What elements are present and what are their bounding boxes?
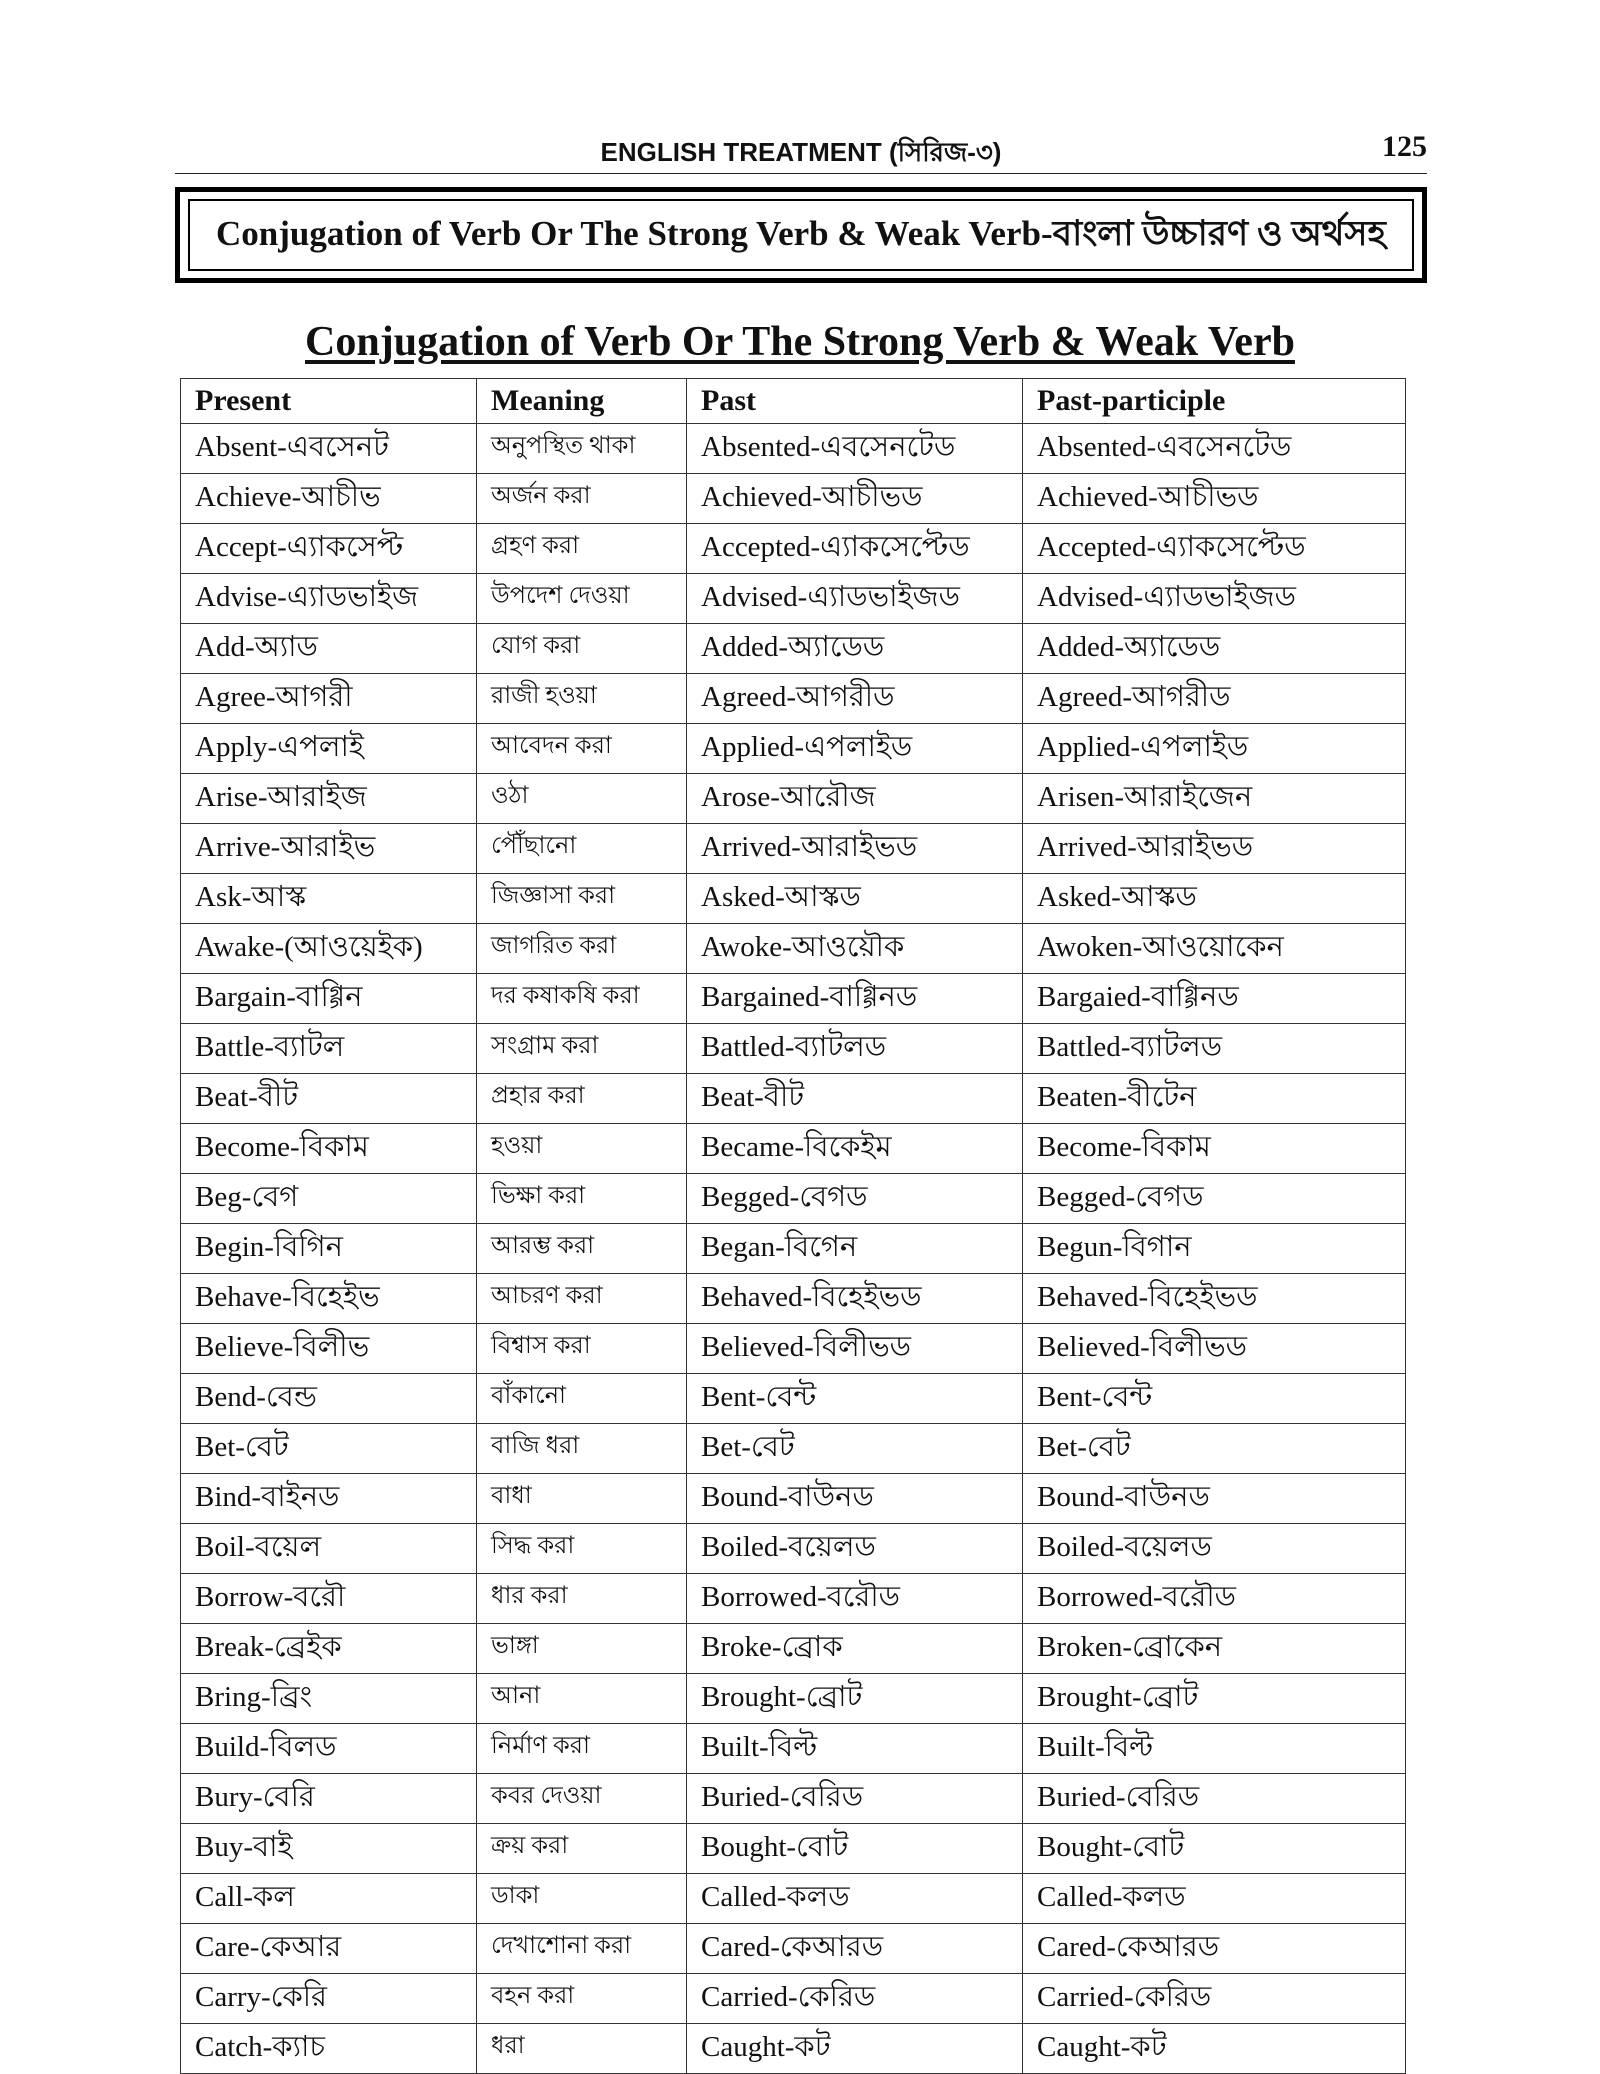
present-cell: Bury-বেরি <box>181 1774 477 1824</box>
past-participle-cell: Added-অ্যাডেড <box>1023 624 1406 674</box>
column-header-meaning: Meaning <box>477 379 687 424</box>
table-row <box>181 624 1406 674</box>
table-row <box>181 1324 1406 1374</box>
past-cell: Borrowed-বরৌড <box>687 1574 1023 1624</box>
present-cell: Beg-বেগ <box>181 1174 477 1224</box>
table-row <box>181 1124 1406 1174</box>
table-header-row <box>181 379 1406 424</box>
present-cell: Build-বিলড <box>181 1724 477 1774</box>
past-participle-cell: Bound-বাউনড <box>1023 1474 1406 1524</box>
table-row <box>181 1774 1406 1824</box>
present-cell: Catch-ক্যাচ <box>181 2024 477 2074</box>
past-participle-cell: Absented-এবসেনটেড <box>1023 424 1406 474</box>
past-cell: Bent-বেন্ট <box>687 1374 1023 1424</box>
table-row <box>181 724 1406 774</box>
meaning-cell: বাধা <box>477 1474 687 1524</box>
table-row <box>181 424 1406 474</box>
past-participle-cell: Achieved-আচীভড <box>1023 474 1406 524</box>
table-row <box>181 524 1406 574</box>
table-row <box>181 1924 1406 1974</box>
past-cell: Applied-এপলাইড <box>687 724 1023 774</box>
past-participle-cell: Cared-কেআরড <box>1023 1924 1406 1974</box>
past-participle-cell: Borrowed-বরৌড <box>1023 1574 1406 1624</box>
table-row <box>181 1824 1406 1874</box>
table-row <box>181 674 1406 724</box>
present-cell: Boil-বয়েল <box>181 1524 477 1574</box>
meaning-cell: ভাঙ্গা <box>477 1624 687 1674</box>
present-cell: Care-কেআর <box>181 1924 477 1974</box>
past-cell: Broke-ব্রোক <box>687 1624 1023 1674</box>
column-header-past-participle: Past-participle <box>1023 379 1406 424</box>
present-cell: Bargain-বাগ্গিন <box>181 974 477 1024</box>
past-participle-cell: Arisen-আরাইজেন <box>1023 774 1406 824</box>
table-body <box>181 424 1406 2074</box>
past-cell: Behaved-বিহেইভড <box>687 1274 1023 1324</box>
title-banner <box>175 187 1427 283</box>
meaning-cell: সিদ্ধ করা <box>477 1524 687 1574</box>
column-header-past: Past <box>687 379 1023 424</box>
present-cell: Believe-বিলীভ <box>181 1324 477 1374</box>
table-row <box>181 1424 1406 1474</box>
past-cell: Begged-বেগড <box>687 1174 1023 1224</box>
table-row <box>181 2024 1406 2074</box>
past-cell: Battled-ব্যাটলড <box>687 1024 1023 1074</box>
present-cell: Borrow-বরৌ <box>181 1574 477 1624</box>
past-participle-cell: Called-কলড <box>1023 1874 1406 1924</box>
past-participle-cell: Carried-কেরিড <box>1023 1974 1406 2024</box>
header-divider <box>175 173 1427 174</box>
present-cell: Bet-বেট <box>181 1424 477 1474</box>
past-participle-cell: Believed-বিলীভড <box>1023 1324 1406 1374</box>
present-cell: Break-ব্রেইক <box>181 1624 477 1674</box>
past-cell: Beat-বীট <box>687 1074 1023 1124</box>
past-cell: Caught-কট <box>687 2024 1023 2074</box>
past-participle-cell: Built-বিল্ট <box>1023 1724 1406 1774</box>
past-cell: Bargained-বাগ্গিনড <box>687 974 1023 1024</box>
present-cell: Arise-আরাইজ <box>181 774 477 824</box>
past-cell: Arose-আরৌজ <box>687 774 1023 824</box>
meaning-cell: হওয়া <box>477 1124 687 1174</box>
meaning-cell: উপদেশ দেওয়া <box>477 574 687 624</box>
past-cell: Achieved-আচীভড <box>687 474 1023 524</box>
past-participle-cell: Bet-বেট <box>1023 1424 1406 1474</box>
past-cell: Asked-আস্কড <box>687 874 1023 924</box>
past-participle-cell: Awoken-আওয়োকেন <box>1023 924 1406 974</box>
table-row <box>181 1274 1406 1324</box>
header-title: ENGLISH TREATMENT (সিরিজ-৩) <box>600 137 1002 167</box>
meaning-cell: আরম্ভ করা <box>477 1224 687 1274</box>
table-row <box>181 1524 1406 1574</box>
past-participle-cell: Beaten-বীটেন <box>1023 1074 1406 1124</box>
present-cell: Beat-বীট <box>181 1074 477 1124</box>
table-row <box>181 1874 1406 1924</box>
past-participle-cell: Asked-আস্কড <box>1023 874 1406 924</box>
meaning-cell: ধার করা <box>477 1574 687 1624</box>
past-participle-cell: Broken-ব্রোকেন <box>1023 1624 1406 1674</box>
present-cell: Bind-বাইনড <box>181 1474 477 1524</box>
past-participle-cell: Begun-বিগান <box>1023 1224 1406 1274</box>
meaning-cell: রাজী হওয়া <box>477 674 687 724</box>
past-cell: Boiled-বয়েলড <box>687 1524 1023 1574</box>
table-row <box>181 474 1406 524</box>
past-cell: Brought-ব্রোট <box>687 1674 1023 1724</box>
meaning-cell: ধরা <box>477 2024 687 2074</box>
meaning-cell: অনুপস্থিত থাকা <box>477 424 687 474</box>
past-cell: Agreed-আগরীড <box>687 674 1023 724</box>
present-cell: Carry-কেরি <box>181 1974 477 2024</box>
past-cell: Bet-বেট <box>687 1424 1023 1474</box>
meaning-cell: ক্রয় করা <box>477 1824 687 1874</box>
past-cell: Carried-কেরিড <box>687 1974 1023 2024</box>
meaning-cell: পৌঁছানো <box>477 824 687 874</box>
past-participle-cell: Bargaied-বাগ্গিনড <box>1023 974 1406 1024</box>
past-cell: Called-কলড <box>687 1874 1023 1924</box>
past-cell: Advised-এ্যাডভাইজড <box>687 574 1023 624</box>
meaning-cell: সংগ্রাম করা <box>477 1024 687 1074</box>
present-cell: Awake-(আওয়েইক) <box>181 924 477 974</box>
present-cell: Bring-ব্রিং <box>181 1674 477 1724</box>
meaning-cell: আবেদন করা <box>477 724 687 774</box>
present-cell: Bend-বেন্ড <box>181 1374 477 1424</box>
page-number: 125 <box>1382 130 1427 163</box>
table-row <box>181 1674 1406 1724</box>
past-cell: Awoke-আওয়ৌক <box>687 924 1023 974</box>
meaning-cell: ভিক্ষা করা <box>477 1174 687 1224</box>
table-row <box>181 1574 1406 1624</box>
meaning-cell: ওঠা <box>477 774 687 824</box>
present-cell: Call-কল <box>181 1874 477 1924</box>
table-row <box>181 1374 1406 1424</box>
table-row <box>181 874 1406 924</box>
past-participle-cell: Caught-কট <box>1023 2024 1406 2074</box>
main-title: Conjugation of Verb Or The Strong Verb & Weak Verb <box>305 319 1295 365</box>
past-cell: Buried-বেরিড <box>687 1774 1023 1824</box>
past-cell: Arrived-আরাইভড <box>687 824 1023 874</box>
table-row <box>181 1474 1406 1524</box>
table-row <box>181 774 1406 824</box>
present-cell: Begin-বিগিন <box>181 1224 477 1274</box>
past-participle-cell: Bought-বোট <box>1023 1824 1406 1874</box>
past-cell: Built-বিল্ট <box>687 1724 1023 1774</box>
present-cell: Buy-বাই <box>181 1824 477 1874</box>
meaning-cell: যোগ করা <box>477 624 687 674</box>
past-cell: Believed-বিলীভড <box>687 1324 1023 1374</box>
present-cell: Become-বিকাম <box>181 1124 477 1174</box>
past-participle-cell: Bent-বেন্ট <box>1023 1374 1406 1424</box>
past-cell: Absented-এবসেনটেড <box>687 424 1023 474</box>
table-row <box>181 1224 1406 1274</box>
past-participle-cell: Begged-বেগড <box>1023 1174 1406 1224</box>
table-row <box>181 1174 1406 1224</box>
meaning-cell: কবর দেওয়া <box>477 1774 687 1824</box>
page-header <box>175 128 1427 170</box>
present-cell: Achieve-আচীভ <box>181 474 477 524</box>
past-cell: Cared-কেআরড <box>687 1924 1023 1974</box>
table-row <box>181 974 1406 1024</box>
past-participle-cell: Arrived-আরাইভড <box>1023 824 1406 874</box>
present-cell: Advise-এ্যাডভাইজ <box>181 574 477 624</box>
column-header-present: Present <box>181 379 477 424</box>
past-cell: Added-অ্যাডেড <box>687 624 1023 674</box>
meaning-cell: আচরণ করা <box>477 1274 687 1324</box>
table-row <box>181 1024 1406 1074</box>
meaning-cell: জিজ্ঞাসা করা <box>477 874 687 924</box>
past-participle-cell: Advised-এ্যাডভাইজড <box>1023 574 1406 624</box>
past-participle-cell: Battled-ব্যাটলড <box>1023 1024 1406 1074</box>
banner-text: Conjugation of Verb Or The Strong Verb & Weak Verb-বাংলা উচ্চারণ ও অর্থসহ <box>188 199 1414 271</box>
past-participle-cell: Accepted-এ্যাকসেপ্টেড <box>1023 524 1406 574</box>
past-cell: Became-বিকেইম <box>687 1124 1023 1174</box>
present-cell: Absent-এবসেনট <box>181 424 477 474</box>
meaning-cell: বহন করা <box>477 1974 687 2024</box>
past-participle-cell: Behaved-বিহেইভড <box>1023 1274 1406 1324</box>
table-row <box>181 1624 1406 1674</box>
table-row <box>181 1974 1406 2024</box>
past-participle-cell: Become-বিকাম <box>1023 1124 1406 1174</box>
verb-conjugation-table <box>180 378 1406 2074</box>
past-cell: Bound-বাউনড <box>687 1474 1023 1524</box>
past-participle-cell: Boiled-বয়েলড <box>1023 1524 1406 1574</box>
present-cell: Accept-এ্যাকসেপ্ট <box>181 524 477 574</box>
present-cell: Arrive-আরাইভ <box>181 824 477 874</box>
present-cell: Ask-আস্ক <box>181 874 477 924</box>
meaning-cell: দর কষাকষি করা <box>477 974 687 1024</box>
table-row <box>181 574 1406 624</box>
past-participle-cell: Buried-বেরিড <box>1023 1774 1406 1824</box>
past-cell: Bought-বোট <box>687 1824 1023 1874</box>
present-cell: Battle-ব্যাটল <box>181 1024 477 1074</box>
meaning-cell: প্রহার করা <box>477 1074 687 1124</box>
meaning-cell: দেখাশোনা করা <box>477 1924 687 1974</box>
present-cell: Behave-বিহেইভ <box>181 1274 477 1324</box>
table-row <box>181 1724 1406 1774</box>
meaning-cell: অর্জন করা <box>477 474 687 524</box>
past-participle-cell: Brought-ব্রোট <box>1023 1674 1406 1724</box>
meaning-cell: বাঁকানো <box>477 1374 687 1424</box>
table-row <box>181 924 1406 974</box>
meaning-cell: নির্মাণ করা <box>477 1724 687 1774</box>
past-cell: Began-বিগেন <box>687 1224 1023 1274</box>
past-participle-cell: Agreed-আগরীড <box>1023 674 1406 724</box>
past-participle-cell: Applied-এপলাইড <box>1023 724 1406 774</box>
meaning-cell: ডাকা <box>477 1874 687 1924</box>
past-cell: Accepted-এ্যাকসেপ্টেড <box>687 524 1023 574</box>
present-cell: Add-অ্যাড <box>181 624 477 674</box>
present-cell: Apply-এপলাই <box>181 724 477 774</box>
meaning-cell: গ্রহণ করা <box>477 524 687 574</box>
table-row <box>181 1074 1406 1124</box>
meaning-cell: বিশ্বাস করা <box>477 1324 687 1374</box>
present-cell: Agree-আগরী <box>181 674 477 724</box>
meaning-cell: জাগরিত করা <box>477 924 687 974</box>
meaning-cell: বাজি ধরা <box>477 1424 687 1474</box>
meaning-cell: আনা <box>477 1674 687 1724</box>
table-row <box>181 824 1406 874</box>
